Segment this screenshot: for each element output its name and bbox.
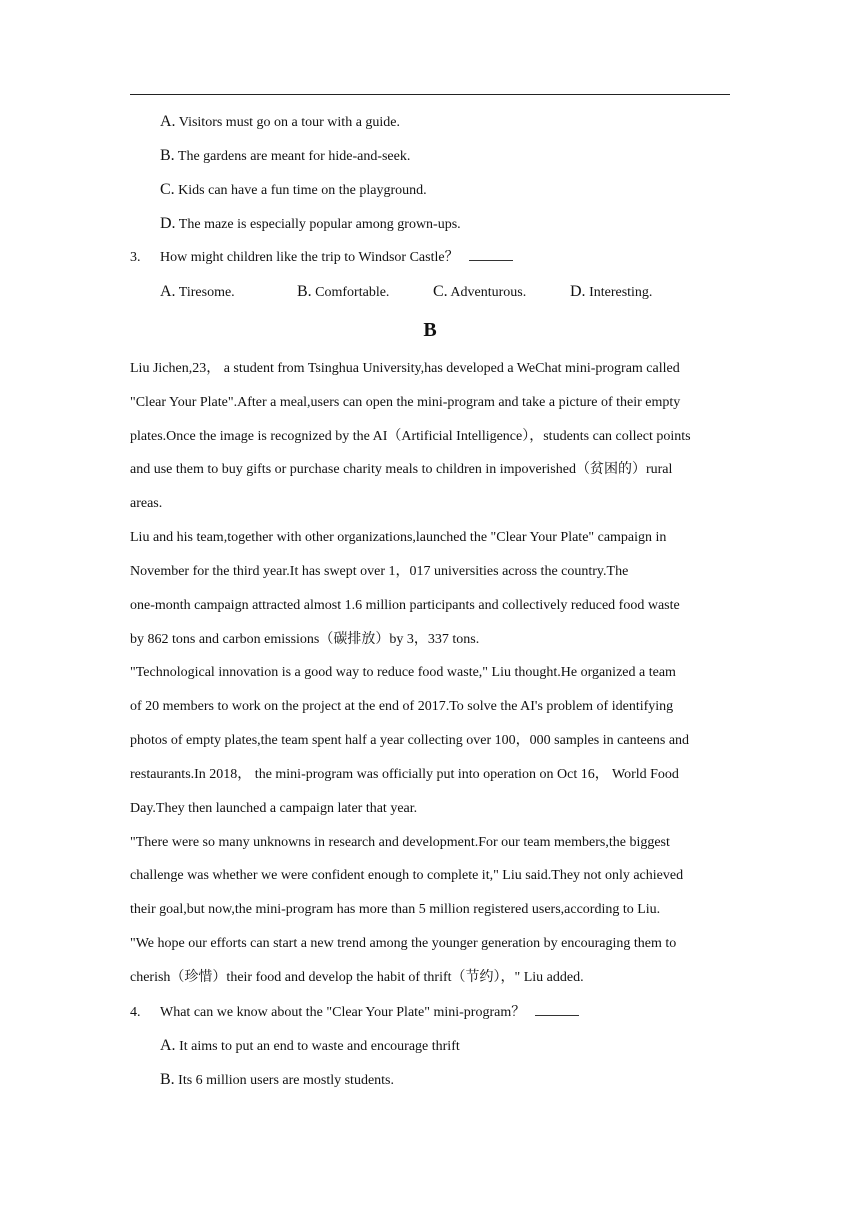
option-letter: A. [160, 1037, 176, 1054]
q3-option-d[interactable] [570, 283, 652, 302]
q2-option-a[interactable] [160, 113, 400, 132]
section-heading: B [423, 319, 437, 341]
q3-option-c[interactable] [433, 283, 526, 302]
passage-line: "Clear Your Plate".After a meal,users can open the mini-program and take a picture of their empty [130, 395, 681, 410]
option-letter: B. [160, 147, 175, 164]
passage-line: of 20 members to work on the project at the end of 2017.To solve the AI's problem of identifying [130, 699, 674, 714]
q2-option-d[interactable] [160, 215, 461, 234]
passage-line: restaurants.In 2018， the mini-program was officially put into operation on Oct 16， World Food [130, 767, 679, 782]
question-3 [130, 248, 513, 267]
option-text: Visitors must go on a tour with a guide. [175, 115, 401, 130]
option-letter: A. [160, 283, 176, 300]
q4-option-a[interactable] [160, 1037, 460, 1056]
q3-option-b[interactable] [297, 283, 389, 302]
answer-blank[interactable] [535, 1003, 579, 1016]
passage-line: and use them to buy gifts or purchase charity meals to children in impoverished（贫困的）rural [130, 462, 673, 477]
option-text: It aims to put an end to waste and encourage thrift [175, 1039, 460, 1054]
passage-line: challenge was whether we were confident enough to complete it," Liu said.They not only achieved [130, 868, 684, 883]
q3-option-a[interactable] [160, 283, 235, 302]
question-number: 3. [130, 250, 141, 265]
question-4 [130, 1003, 579, 1022]
question-stem: How might children like the trip to Windsor Castle？ [160, 250, 459, 265]
passage-line: plates.Once the image is recognized by the AI（Artificial Intelligence），students can collect points [130, 429, 691, 444]
option-text: Adventurous. [447, 285, 527, 300]
option-letter: C. [160, 181, 175, 198]
passage-line: "Technological innovation is a good way to reduce food waste," Liu thought.He organized a team [130, 665, 676, 680]
option-letter: A. [160, 113, 176, 130]
passage-line: one-month campaign attracted almost 1.6 million participants and collectively reduced food waste [130, 598, 680, 613]
option-text: Interesting. [585, 285, 653, 300]
option-text: The gardens are meant for hide-and-seek. [174, 149, 411, 164]
option-letter: D. [160, 215, 176, 232]
passage-line: Liu and his team,together with other organizations,launched the "Clear Your Plate" campaign in [130, 530, 667, 545]
question-stem: What can we know about the "Clear Your Plate" mini-program？ [160, 1005, 526, 1020]
option-letter: C. [433, 283, 448, 300]
option-text: The maze is especially popular among grown-ups. [175, 217, 461, 232]
passage-line: photos of empty plates,the team spent half a year collecting over 100，000 samples in canteens and [130, 733, 690, 748]
option-text: Kids can have a fun time on the playground. [174, 183, 427, 198]
passage-line: areas. [130, 496, 163, 511]
header-rule [130, 94, 730, 95]
option-text: Comfortable. [311, 285, 390, 300]
passage-line: Liu Jichen,23， a student from Tsinghua University,has developed a WeChat mini-program called [130, 361, 680, 376]
option-letter: B. [297, 283, 312, 300]
option-letter: D. [570, 283, 586, 300]
passage-line: "There were so many unknowns in research and development.For our team members,the biggest [130, 835, 670, 850]
q4-option-b[interactable] [160, 1071, 394, 1090]
passage-line: their goal,but now,the mini-program has more than 5 million registered users,according to Liu. [130, 902, 661, 917]
q2-option-c[interactable] [160, 181, 427, 200]
passage-line: Day.They then launched a campaign later that year. [130, 801, 418, 816]
passage-line: November for the third year.It has swept over 1，017 universities across the country.The [130, 564, 629, 579]
option-text: Its 6 million users are mostly students. [174, 1073, 394, 1088]
passage-line: cherish（珍惜）their food and develop the habit of thrift（节约），" Liu added. [130, 970, 584, 985]
q2-option-b[interactable] [160, 147, 410, 166]
passage-line: by 862 tons and carbon emissions（碳排放）by 3，337 tons. [130, 632, 480, 647]
option-letter: B. [160, 1071, 175, 1088]
option-text: Tiresome. [175, 285, 235, 300]
question-number: 4. [130, 1005, 141, 1020]
passage-line: "We hope our efforts can start a new trend among the younger generation by encouraging them to [130, 936, 677, 951]
answer-blank[interactable] [469, 248, 513, 261]
